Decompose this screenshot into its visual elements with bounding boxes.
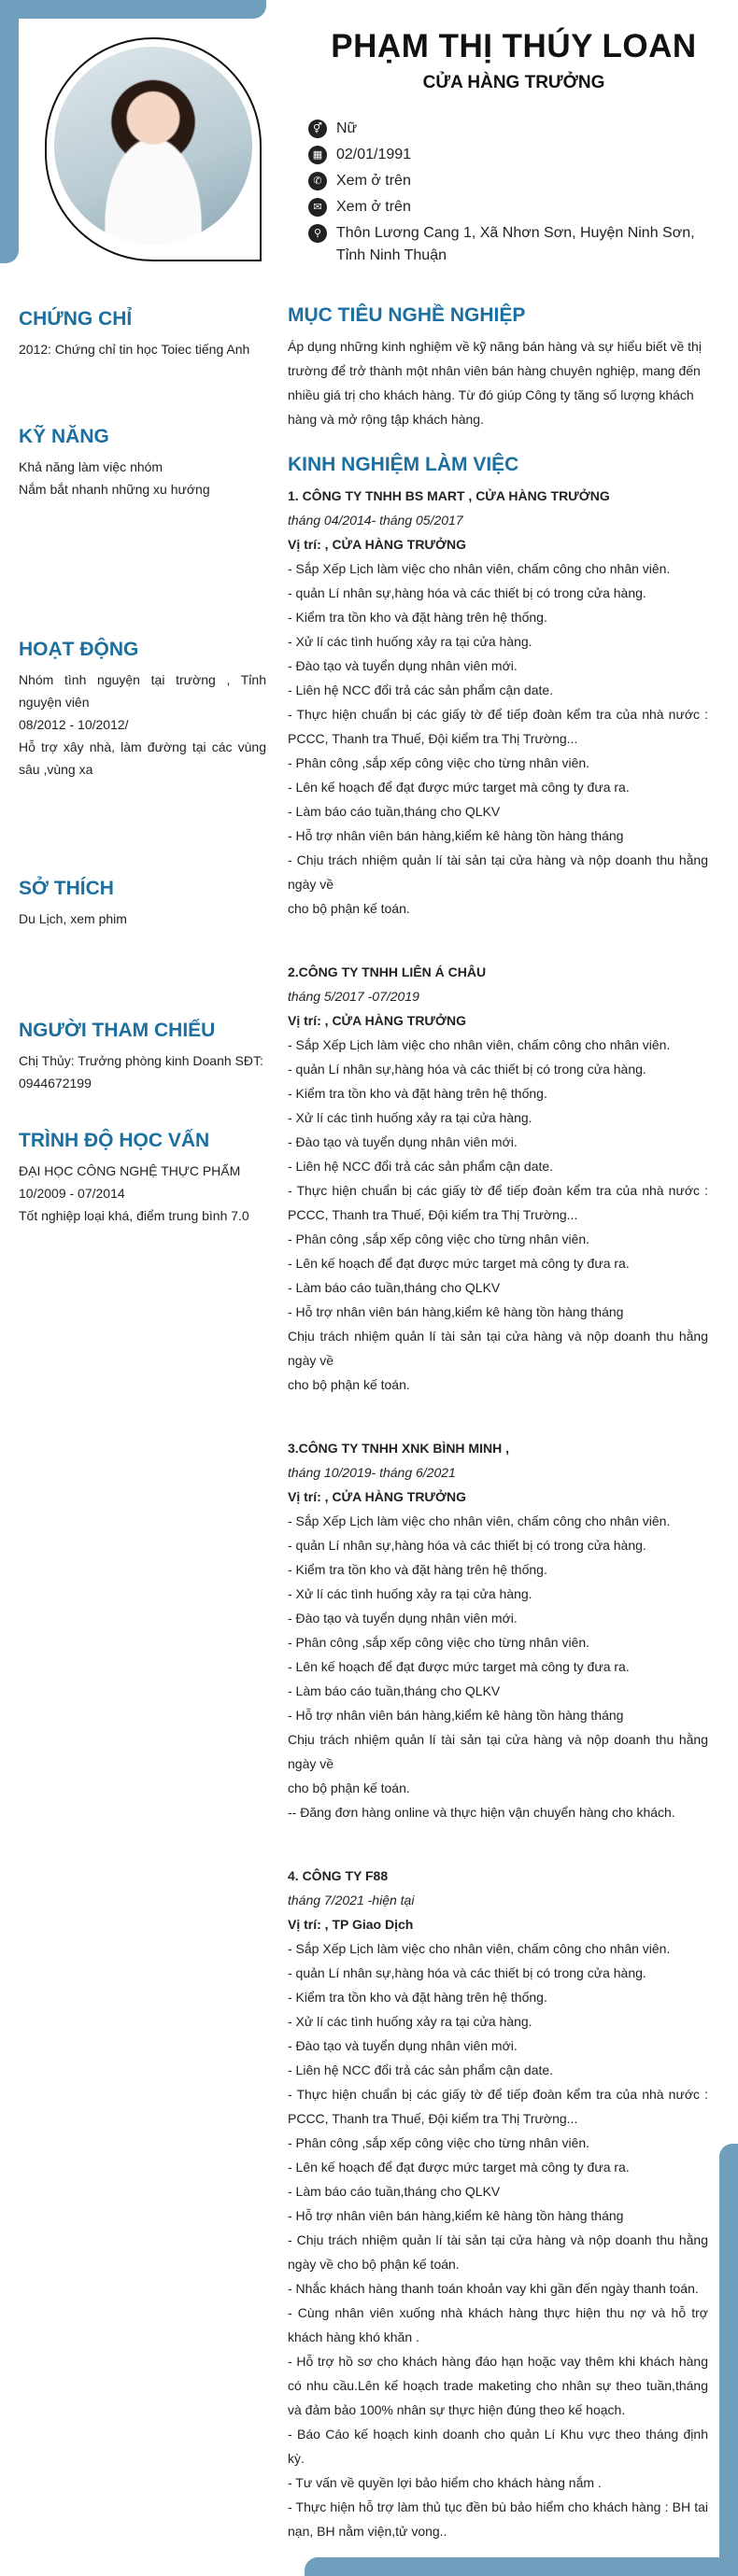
job-period: tháng 10/2019- tháng 6/2021 <box>288 1465 456 1480</box>
job-duty: - Làm báo cáo tuần,tháng cho QLKV <box>288 1280 501 1295</box>
job-duty: - Xử lí các tình huống xảy ra tại cửa hàng. <box>288 1110 532 1125</box>
skill-item: Nắm bắt nhanh những xu hướng <box>19 482 210 497</box>
job-spacer <box>288 1824 708 1864</box>
activity-item: 08/2012 - 10/2012/ <box>19 717 129 732</box>
job-company: 1. CÔNG TY TNHH BS MART , CỬA HÀNG TRƯỞNG <box>288 488 610 503</box>
job-duty: - Chịu trách nhiệm quản lí tài sản tại cửa hàng và nộp doanh thu hằng ngày về cho bộ phận kế toán. <box>288 2232 708 2272</box>
job-duty: - Liên hệ NCC đổi trả các sản phẩm cận date. <box>288 683 554 697</box>
contact-text: Nữ <box>336 120 358 136</box>
section-title: KỸ NĂNG <box>19 426 109 447</box>
job-duty: - Hỗ trợ nhân viên bán hàng,kiểm kê hàng tồn hàng tháng <box>288 1304 624 1319</box>
candidate-name: PHẠM THỊ THÚY LOAN <box>331 28 697 64</box>
job-duty: - Báo Cáo kế hoạch kinh doanh cho quản Lí Khu vực theo tháng định kỳ. <box>288 2427 708 2466</box>
job-duty: - Phân công ,sắp xếp công việc cho từng nhân viên. <box>288 1232 590 1246</box>
job-duty: cho bộ phận kế toán. <box>288 1377 410 1392</box>
hobby-text: Du Lịch, xem phim <box>19 911 127 926</box>
decor-bar-left <box>0 0 19 263</box>
job-duty: - Kiểm tra tồn kho và đặt hàng trên hệ thống. <box>288 610 547 625</box>
job-role: Vị trí: , CỬA HÀNG TRƯỞNG <box>288 1013 466 1028</box>
contact-list <box>308 118 719 271</box>
job-duty: - Thực hiện chuẩn bị các giấy tờ để tiếp đoàn kểm tra của nhà nước : PCCC, Thanh tra Thuế, Đội kiểm tra Thị Trường... <box>288 2087 708 2126</box>
job-duty: - Lên kế hoạch để đạt được mức target mà công ty đưa ra. <box>288 2160 630 2175</box>
job-duty: - Phân công ,sắp xếp công việc cho từng nhân viên. <box>288 1635 590 1650</box>
job-duty: - Liên hệ NCC đổi trả các sản phẩm cận date. <box>288 1159 554 1174</box>
job-duty: - Thực hiện hỗ trợ làm thủ tục đền bù bảo hiểm cho khách hàng : BH tai nạn, BH nằm viện,tử vong.. <box>288 2499 708 2539</box>
job-entry <box>288 484 708 921</box>
job-company: 2.CÔNG TY TNHH LIÊN Á CHÂU <box>288 964 487 979</box>
section-title: NGƯỜI THAM CHIẾU <box>19 1020 216 1041</box>
main-column <box>288 304 708 2543</box>
education-school: ĐẠI HỌC CÔNG NGHỆ THỰC PHẨM <box>19 1163 241 1178</box>
job-entry <box>288 1864 708 2543</box>
reference-text: Chị Thủy: Trưởng phòng kinh Doanh SĐT: 0944672199 <box>19 1053 263 1091</box>
job-duty: - Nhắc khách hàng thanh toán khoản vay khi gần đến ngày thanh toán. <box>288 2281 699 2296</box>
phone-icon: ✆ <box>308 172 327 190</box>
section-certificates <box>19 308 266 360</box>
job-duty: - Tư vấn về quyền lợi bảo hiểm cho khách hàng nắm . <box>288 2475 602 2490</box>
job-duty: - Lên kế hoạch để đạt được mức target mà công ty đưa ra. <box>288 1256 630 1271</box>
job-duty: - Hỗ trợ nhân viên bán hàng,kiểm kê hàng tồn hàng tháng <box>288 1708 624 1723</box>
job-spacer <box>288 1397 708 1436</box>
section-title: HOẠT ĐỘNG <box>19 639 139 660</box>
job-duty: - Hỗ trợ hồ sơ cho khách hàng đáo hạn hoặc vay thêm khi khách hàng có nhu cầu.Lên kế hoạch trade maketing cho nhân sự theo tuần,tháng và đảm bảo 100% nhân sự thực hiện đúng theo kế hoạch. <box>288 2354 708 2417</box>
activity-item: Hỗ trợ xây nhà, làm đường tại các vùng sâu ,vùng xa <box>19 739 266 777</box>
job-duty: - Chịu trách nhiệm quản lí tài sản tại cửa hàng và nộp doanh thu hằng ngày về <box>288 852 708 892</box>
job-duty: - quản Lí nhân sự,hàng hóa và các thiết bị có trong cửa hàng. <box>288 1538 646 1553</box>
contact-text: 02/01/1991 <box>336 147 412 162</box>
experience-list <box>288 484 708 2543</box>
job-duty: - Lên kế hoạch để đạt được mức target mà công ty đưa ra. <box>288 780 630 795</box>
job-entry <box>288 960 708 1397</box>
decor-bar-right <box>719 2144 738 2576</box>
job-duty: - Phân công ,sắp xếp công việc cho từng nhân viên. <box>288 755 590 770</box>
job-duty: - Sắp Xếp Lịch làm việc cho nhân viên, chấm công cho nhân viên. <box>288 1513 671 1528</box>
job-duty: - Sắp Xếp Lịch làm việc cho nhân viên, chấm công cho nhân viên. <box>288 1941 671 1956</box>
decor-bar-bottom <box>305 2557 738 2576</box>
activity-item: Nhóm tình nguyện tại trường , Tỉnh nguyện viên <box>19 672 266 710</box>
job-role: Vị trí: , CỬA HÀNG TRƯỞNG <box>288 537 466 552</box>
experience-title: KINH NGHIỆM LÀM VIỆC <box>288 454 519 475</box>
section-title: SỞ THÍCH <box>19 878 114 899</box>
job-duty: Chịu trách nhiệm quản lí tài sản tại cửa hàng và nộp doanh thu hằng ngày về <box>288 1732 708 1771</box>
job-role: Vị trí: , CỬA HÀNG TRƯỞNG <box>288 1489 466 1504</box>
job-duty: - Phân công ,sắp xếp công việc cho từng nhân viên. <box>288 2135 590 2150</box>
job-duty: - Làm báo cáo tuần,tháng cho QLKV <box>288 1683 501 1698</box>
contact-text[interactable]: Xem ở trên <box>336 173 411 189</box>
job-duty: - Lên kế hoạch để đạt được mức target mà công ty đưa ra. <box>288 1659 630 1674</box>
job-duty: - Sắp Xếp Lịch làm việc cho nhân viên, chấm công cho nhân viên. <box>288 1037 671 1052</box>
job-duty: - Cùng nhân viên xuống nhà khách hàng thực hiện thu nợ và hỗ trợ khách hàng khó khăn . <box>288 2305 708 2344</box>
contact-text[interactable]: Xem ở trên <box>336 199 411 215</box>
objective-text: Áp dụng những kinh nghiệm về kỹ năng bán hàng và sự hiểu biết về thị trường để trở thành một nhân viên bán hàng chuyên nghiệp, mang đến nhiều giá trị cho khách hàng. Từ đó giúp Công ty tăng số lượng khách hàng và mở rộng tập khách hàng. <box>288 339 702 427</box>
certificate-text: 2012: Chứng chỉ tin học Toiec tiếng Anh <box>19 342 250 357</box>
calendar-icon: ▦ <box>308 146 327 164</box>
job-duty: Chịu trách nhiệm quản lí tài sản tại cửa hàng và nộp doanh thu hằng ngày về <box>288 1329 708 1368</box>
job-duty: - Đào tạo và tuyển dụng nhân viên mới. <box>288 658 518 673</box>
candidate-title: CỬA HÀNG TRƯỞNG <box>422 73 605 92</box>
job-entry <box>288 1436 708 1824</box>
section-skills <box>19 426 266 500</box>
section-title: TRÌNH ĐỘ HỌC VẤN <box>19 1130 210 1151</box>
education-result: Tốt nghiệp loại khá, điểm trung bình 7.0 <box>19 1208 249 1223</box>
profile-photo <box>54 47 252 245</box>
job-duty: -- Đăng đơn hàng online và thực hiện vận chuyển hàng cho khách. <box>288 1805 675 1820</box>
section-title: CHỨNG CHỈ <box>19 308 133 330</box>
job-duty: - Hỗ trợ nhân viên bán hàng,kiểm kê hàng tồn hàng tháng <box>288 2208 624 2223</box>
skill-item: Khả năng làm việc nhóm <box>19 459 163 474</box>
job-duty: - Liên hệ NCC đổi trả các sản phẩm cận date. <box>288 2062 554 2077</box>
job-period: tháng 5/2017 -07/2019 <box>288 989 419 1004</box>
section-activities <box>19 639 266 781</box>
job-duty: - quản Lí nhân sự,hàng hóa và các thiết bị có trong cửa hàng. <box>288 585 646 600</box>
contact-gender <box>308 118 719 140</box>
job-period: tháng 04/2014- tháng 05/2017 <box>288 513 463 528</box>
email-icon: ✉ <box>308 198 327 217</box>
contact-birthday <box>308 144 719 166</box>
job-duty: - Đào tạo và tuyển dụng nhân viên mới. <box>288 1134 518 1149</box>
objective-title: MỤC TIÊU NGHỀ NGHIỆP <box>288 304 526 326</box>
contact-text: Thôn Lương Cang 1, Xã Nhơn Sơn, Huyện Ninh Sơn, Tỉnh Ninh Thuận <box>336 225 695 263</box>
job-duty: - Kiểm tra tồn kho và đặt hàng trên hệ thống. <box>288 1086 547 1101</box>
contact-phone <box>308 170 719 192</box>
job-duty: - quản Lí nhân sự,hàng hóa và các thiết bị có trong cửa hàng. <box>288 1965 646 1980</box>
gender-icon: ⚥ <box>308 120 327 138</box>
section-hobbies <box>19 878 266 930</box>
job-duty: cho bộ phận kế toán. <box>288 901 410 916</box>
education-period: 10/2009 - 07/2014 <box>19 1186 125 1201</box>
job-duty: - Xử lí các tình huống xảy ra tại cửa hàng. <box>288 634 532 649</box>
job-duty: - Làm báo cáo tuần,tháng cho QLKV <box>288 804 501 819</box>
job-duty: - Đào tạo và tuyển dụng nhân viên mới. <box>288 1611 518 1626</box>
job-period: tháng 7/2021 -hiện tại <box>288 1893 415 1907</box>
job-duty: - quản Lí nhân sự,hàng hóa và các thiết bị có trong cửa hàng. <box>288 1062 646 1077</box>
job-duty: - Đào tạo và tuyển dụng nhân viên mới. <box>288 2038 518 2053</box>
decor-bar-top <box>0 0 266 19</box>
job-duty: - Sắp Xếp Lịch làm việc cho nhân viên, chấm công cho nhân viên. <box>288 561 671 576</box>
job-duty: - Thực hiện chuẩn bị các giấy tờ để tiếp đoàn kểm tra của nhà nước : PCCC, Thanh tra Thuế, Đội kiểm tra Thị Trường... <box>288 1183 708 1222</box>
job-duty: cho bộ phận kế toán. <box>288 1781 410 1795</box>
location-icon: ⚲ <box>308 224 327 243</box>
contact-email <box>308 196 719 218</box>
job-duty: - Xử lí các tình huống xảy ra tại cửa hàng. <box>288 1586 532 1601</box>
job-role: Vị trí: , TP Giao Dịch <box>288 1917 414 1932</box>
job-duty: - Hỗ trợ nhân viên bán hàng,kiểm kê hàng tồn hàng tháng <box>288 828 624 843</box>
job-duty: - Kiểm tra tồn kho và đặt hàng trên hệ thống. <box>288 1562 547 1577</box>
section-education <box>19 1130 266 1227</box>
job-company: 3.CÔNG TY TNHH XNK BÌNH MINH , <box>288 1441 509 1456</box>
job-duty: - Thực hiện chuẩn bị các giấy tờ để tiếp đoàn kểm tra của nhà nước : PCCC, Thanh tra Thuế, Đội kiểm tra Thị Trường... <box>288 707 708 746</box>
job-duty: - Kiểm tra tồn kho và đặt hàng trên hệ thống. <box>288 1990 547 2005</box>
job-spacer <box>288 921 708 960</box>
job-duty: - Xử lí các tình huống xảy ra tại cửa hàng. <box>288 2014 532 2029</box>
section-references <box>19 1020 266 1094</box>
job-duty: - Làm báo cáo tuần,tháng cho QLKV <box>288 2184 501 2199</box>
job-company: 4. CÔNG TY F88 <box>288 1868 389 1883</box>
contact-address <box>308 222 719 267</box>
